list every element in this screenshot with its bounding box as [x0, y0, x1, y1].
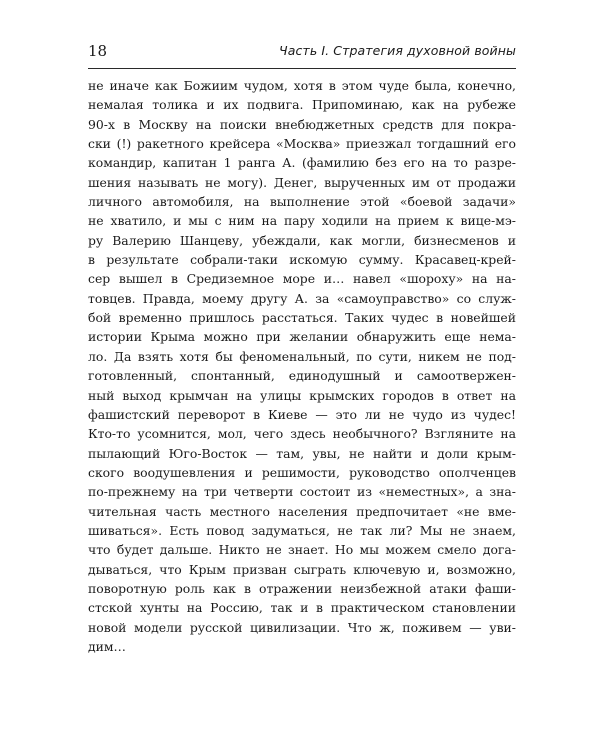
- text-line: дываться, что Крым призван сыграть ключевую и, возможно,: [88, 561, 516, 577]
- text-line: 90-х в Москву на поиски внебюджетных средств для покра-: [88, 116, 516, 132]
- page-number: 18: [88, 42, 108, 60]
- text-line: не хватило, и мы с ним на пару ходили на прием к вице-мэ-: [88, 213, 516, 229]
- text-line: ло. Да взять хотя бы феноменальный, по сути, никем не под-: [88, 348, 516, 364]
- text-line: ру Валерию Шанцеву, убеждали, как могли, бизнесменов и: [88, 232, 516, 248]
- text-line: фашистский переворот в Киеве — это ли не чудо из чудес!: [88, 406, 516, 422]
- running-head: Часть I. Стратегия духовной войны: [279, 43, 516, 58]
- text-line: командир, капитан 1 ранга А. (фамилию без его на то разре-: [88, 155, 516, 171]
- text-line: что будет дальше. Никто не знает. Но мы можем смело дога-: [88, 542, 516, 558]
- text-line: ского воодушевления и решимости, руководство ополченцев: [88, 464, 516, 480]
- text-line: сер вышел в Средиземное море и… навел «шороху» на на-: [88, 271, 516, 287]
- text-line: чительная часть местного населения предпочитает «не вме-: [88, 503, 516, 519]
- text-line: новой модели русской цивилизации. Что ж, поживем — уви-: [88, 619, 516, 635]
- text-line: шиваться». Есть повод задуматься, не так ли? Мы не знаем,: [88, 522, 516, 538]
- page-header: [88, 40, 516, 66]
- text-line: готовленный, спонтанный, единодушный и самоотвержен-: [88, 368, 516, 384]
- text-line: ный выход крымчан на улицы крымских городов в ответ на: [88, 387, 516, 403]
- text-line: шения называть не могу). Денег, вырученных им от продажи: [88, 174, 516, 190]
- text-line: товцев. Правда, моему другу А. за «самоуправство» со служ-: [88, 290, 516, 306]
- header-rule: [88, 68, 516, 69]
- text-line: бой временно пришлось расстаться. Таких чудес в новейшей: [88, 310, 516, 326]
- text-line: ски (!) ракетного крейсера «Москва» приезжал тогдашний его: [88, 136, 516, 152]
- text-line: поворотную роль как в отражении неизбежной атаки фаши-: [88, 580, 516, 596]
- text-line: не иначе как Божиим чудом, хотя в этом чуде была, конечно,: [88, 78, 516, 93]
- text-line: по-прежнему на три четверти состоит из «неместных», а зна-: [88, 484, 516, 500]
- text-line: истории Крыма можно при желании обнаружить еще нема-: [88, 329, 516, 345]
- text-line: немалая толика и их подвига. Припоминаю, как на рубеже: [88, 97, 516, 113]
- text-line-last: дим…: [88, 638, 126, 654]
- text-line: Кто-то усомнится, мол, чего здесь необычного? Взгляните на: [88, 426, 516, 442]
- text-line: в результате собрали-таки искомую сумму. Красавец-крей-: [88, 252, 516, 268]
- body-paragraph: [88, 76, 516, 656]
- text-line: личного автомобиля, на выполнение этой «боевой задачи»: [88, 194, 516, 210]
- text-line: пылающий Юго-Восток — там, увы, не найти и доли крым-: [88, 445, 516, 461]
- text-line: стской хунты на Россию, так и в практическом становлении: [88, 600, 516, 616]
